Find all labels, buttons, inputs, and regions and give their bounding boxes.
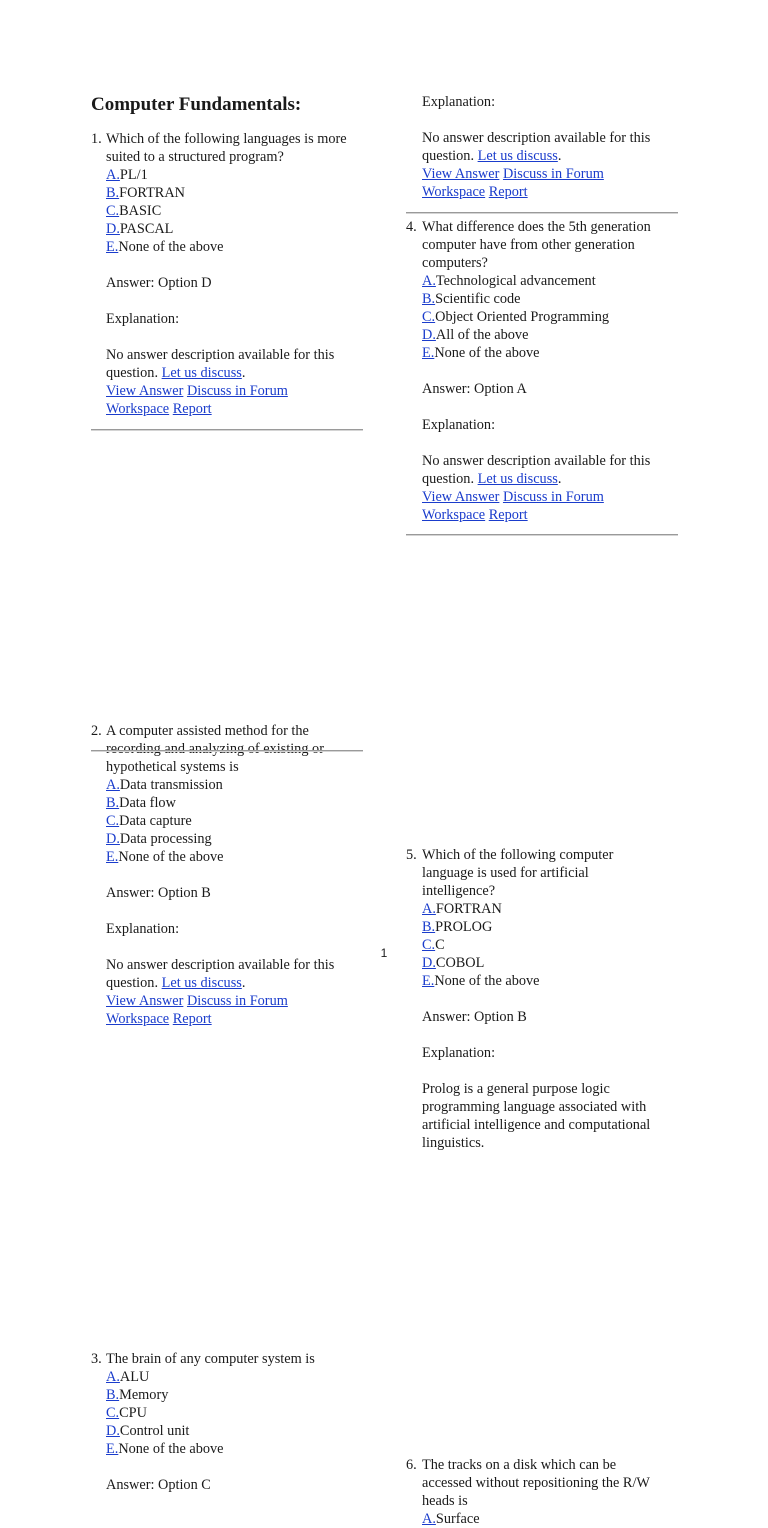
explanation-text: linguistics. bbox=[422, 1135, 485, 1151]
option-letter-link[interactable]: B. bbox=[106, 795, 120, 811]
option-letter-link[interactable]: D. bbox=[422, 327, 436, 343]
period: . bbox=[241, 365, 246, 381]
question-number: 4. bbox=[406, 219, 417, 235]
option-text: Data transmission bbox=[119, 777, 223, 793]
explanation-text: question. bbox=[106, 975, 162, 991]
option-text: BASIC bbox=[119, 203, 162, 219]
question-text: Which of the following computer bbox=[422, 847, 614, 863]
question-text: A computer assisted method for the bbox=[106, 723, 309, 739]
option-letter-link[interactable]: D. bbox=[106, 831, 120, 847]
option-text: Control unit bbox=[119, 1423, 190, 1439]
option-letter-link[interactable]: A. bbox=[106, 167, 120, 183]
question-number: 2. bbox=[91, 723, 102, 739]
question-number: 3. bbox=[91, 1351, 102, 1367]
option-text: Memory bbox=[119, 1387, 169, 1403]
question-text: What difference does the 5th generation bbox=[422, 219, 651, 235]
workspace-link[interactable]: Workspace bbox=[106, 1011, 170, 1027]
option-e bbox=[106, 238, 378, 256]
option-text: PL/1 bbox=[119, 167, 148, 183]
explanation-label: Explanation: bbox=[422, 1045, 496, 1061]
option-letter-link[interactable]: B. bbox=[422, 291, 436, 307]
option-b bbox=[106, 794, 378, 812]
option-letter-link[interactable]: C. bbox=[106, 203, 120, 219]
option-c bbox=[106, 202, 378, 220]
question-1 bbox=[91, 130, 378, 418]
question-3-continued bbox=[406, 93, 694, 201]
explanation-text: No answer description available for this bbox=[422, 453, 651, 469]
question-divider bbox=[91, 750, 363, 752]
question-text: Which of the following languages is more bbox=[106, 131, 347, 147]
option-text: Technological advancement bbox=[435, 273, 596, 289]
question-text: suited to a structured program? bbox=[106, 149, 284, 165]
explanation-text: programming language associated with bbox=[422, 1099, 647, 1115]
option-d bbox=[106, 830, 378, 848]
left-column bbox=[91, 0, 363, 1493]
explanation-text: question. bbox=[106, 365, 162, 381]
option-text: PASCAL bbox=[119, 221, 174, 237]
option-letter-link[interactable]: A. bbox=[106, 1369, 120, 1385]
report-link[interactable]: Report bbox=[488, 184, 528, 200]
question-4 bbox=[406, 218, 694, 524]
right-column bbox=[406, 0, 678, 1527]
question-text: intelligence? bbox=[422, 883, 496, 899]
discuss-in-forum-link[interactable]: Discuss in Forum bbox=[502, 166, 604, 182]
option-text: Data capture bbox=[119, 813, 192, 829]
question-number: 6. bbox=[406, 1457, 417, 1473]
option-letter-link[interactable]: A. bbox=[106, 777, 120, 793]
report-link[interactable]: Report bbox=[172, 1011, 212, 1027]
option-d bbox=[422, 326, 694, 344]
option-c bbox=[422, 308, 694, 326]
option-letter-link[interactable]: E. bbox=[106, 239, 119, 255]
option-c bbox=[106, 812, 378, 830]
option-d bbox=[106, 1422, 378, 1440]
question-number: 1. bbox=[91, 131, 102, 147]
option-letter-link[interactable]: E. bbox=[422, 973, 435, 989]
option-text: PROLOG bbox=[435, 919, 493, 935]
option-letter-link[interactable]: A. bbox=[422, 901, 436, 917]
question-text: The tracks on a disk which can be bbox=[422, 1457, 617, 1473]
option-text: None of the above bbox=[434, 345, 540, 361]
let-us-discuss-link[interactable]: Let us discuss bbox=[477, 148, 558, 164]
workspace-link[interactable]: Workspace bbox=[422, 184, 486, 200]
option-text: Surface bbox=[435, 1511, 480, 1527]
answer-text: Answer: Option C bbox=[106, 1477, 211, 1493]
question-number: 5. bbox=[406, 847, 417, 863]
option-letter-link[interactable]: D. bbox=[106, 221, 120, 237]
view-answer-link[interactable]: View Answer bbox=[422, 489, 500, 505]
answer-text: Answer: Option B bbox=[422, 1009, 527, 1025]
explanation-text: No answer description available for this bbox=[422, 130, 651, 146]
explanation-text: Prolog is a general purpose logic bbox=[422, 1081, 610, 1097]
option-e bbox=[106, 1440, 378, 1458]
explanation-text: No answer description available for this bbox=[106, 957, 335, 973]
discuss-in-forum-link[interactable]: Discuss in Forum bbox=[186, 383, 288, 399]
option-d bbox=[106, 220, 378, 238]
option-a bbox=[422, 272, 694, 290]
view-answer-link[interactable]: View Answer bbox=[422, 166, 500, 182]
workspace-link[interactable]: Workspace bbox=[106, 401, 170, 417]
option-b bbox=[422, 918, 694, 936]
option-text: None of the above bbox=[434, 973, 540, 989]
discuss-in-forum-link[interactable]: Discuss in Forum bbox=[186, 993, 288, 1009]
option-text: All of the above bbox=[435, 327, 529, 343]
explanation-text: No answer description available for this bbox=[106, 347, 335, 363]
report-link[interactable]: Report bbox=[172, 401, 212, 417]
period: . bbox=[557, 148, 562, 164]
question-divider bbox=[406, 212, 678, 214]
question-text: recording and analyzing of existing or bbox=[106, 741, 324, 757]
option-letter-link[interactable]: A. bbox=[422, 1511, 436, 1527]
discuss-in-forum-link[interactable]: Discuss in Forum bbox=[502, 489, 604, 505]
option-text: FORTRAN bbox=[435, 901, 502, 917]
explanation-label: Explanation: bbox=[106, 311, 180, 327]
question-text: The brain of any computer system is bbox=[106, 1351, 315, 1367]
option-text: ALU bbox=[119, 1369, 150, 1385]
explanation-text: question. bbox=[422, 148, 478, 164]
option-text: None of the above bbox=[118, 239, 224, 255]
option-letter-link[interactable]: B. bbox=[106, 185, 120, 201]
option-e bbox=[106, 848, 378, 866]
option-text: CPU bbox=[119, 1405, 147, 1421]
option-letter-link[interactable]: B. bbox=[422, 919, 436, 935]
question-text: heads is bbox=[422, 1493, 468, 1509]
option-b bbox=[106, 1386, 378, 1404]
question-text: hypothetical systems is bbox=[106, 759, 239, 775]
option-text: None of the above bbox=[118, 1441, 224, 1457]
option-letter-link[interactable]: A. bbox=[422, 273, 436, 289]
explanation-label: Explanation: bbox=[422, 417, 496, 433]
option-text: None of the above bbox=[118, 849, 224, 865]
option-letter-link[interactable]: C. bbox=[422, 309, 436, 325]
page-number: 1 bbox=[380, 946, 388, 960]
question-divider bbox=[406, 534, 678, 536]
question-text: accessed without repositioning the R/W bbox=[422, 1475, 650, 1491]
option-letter-link[interactable]: D. bbox=[106, 1423, 120, 1439]
option-a bbox=[106, 776, 378, 794]
option-letter-link[interactable]: E. bbox=[106, 1441, 119, 1457]
option-b bbox=[106, 184, 378, 202]
option-letter-link[interactable]: C. bbox=[106, 813, 120, 829]
option-e bbox=[422, 972, 694, 990]
option-text: COBOL bbox=[435, 955, 485, 971]
option-a bbox=[106, 166, 378, 184]
question-text: computers? bbox=[422, 255, 488, 271]
answer-text: Answer: Option A bbox=[422, 381, 527, 397]
option-text: C bbox=[435, 937, 445, 953]
let-us-discuss-link[interactable]: Let us discuss bbox=[161, 365, 242, 381]
let-us-discuss-link[interactable]: Let us discuss bbox=[161, 975, 242, 991]
option-c bbox=[106, 1404, 378, 1422]
option-letter-link[interactable]: E. bbox=[422, 345, 435, 361]
option-text: Scientific code bbox=[435, 291, 521, 307]
question-text: computer have from other generation bbox=[422, 237, 635, 253]
option-text: Data flow bbox=[119, 795, 176, 811]
question-2 bbox=[91, 722, 378, 1028]
question-text: language is used for artificial bbox=[422, 865, 589, 881]
question-3 bbox=[91, 1350, 378, 1494]
option-e bbox=[422, 344, 694, 362]
option-letter-link[interactable]: C. bbox=[422, 937, 436, 953]
question-divider bbox=[91, 429, 363, 431]
question-5 bbox=[406, 846, 694, 1152]
workspace-link[interactable]: Workspace bbox=[422, 507, 486, 523]
option-letter-link[interactable]: D. bbox=[422, 955, 436, 971]
explanation-label: Explanation: bbox=[106, 921, 180, 937]
option-a bbox=[422, 900, 694, 918]
explanation-text: artificial intelligence and computational bbox=[422, 1117, 651, 1133]
answer-text: Answer: Option B bbox=[106, 885, 211, 901]
let-us-discuss-link[interactable]: Let us discuss bbox=[477, 471, 558, 487]
question-6 bbox=[406, 1456, 694, 1528]
option-text: Data processing bbox=[119, 831, 212, 847]
report-link[interactable]: Report bbox=[488, 507, 528, 523]
period: . bbox=[557, 471, 562, 487]
explanation-text: question. bbox=[422, 471, 478, 487]
option-letter-link[interactable]: B. bbox=[106, 1387, 120, 1403]
option-letter-link[interactable]: E. bbox=[106, 849, 119, 865]
option-text: FORTRAN bbox=[119, 185, 185, 201]
view-answer-link[interactable]: View Answer bbox=[106, 383, 184, 399]
period: . bbox=[241, 975, 246, 991]
answer-text: Answer: Option D bbox=[106, 275, 212, 291]
page-title: Computer Fundamentals: bbox=[91, 94, 302, 115]
option-text: Object Oriented Programming bbox=[435, 309, 610, 325]
view-answer-link[interactable]: View Answer bbox=[106, 993, 184, 1009]
option-b bbox=[422, 290, 694, 308]
explanation-label: Explanation: bbox=[422, 94, 496, 110]
option-a bbox=[422, 1510, 694, 1528]
option-letter-link[interactable]: C. bbox=[106, 1405, 120, 1421]
option-a bbox=[106, 1368, 378, 1386]
